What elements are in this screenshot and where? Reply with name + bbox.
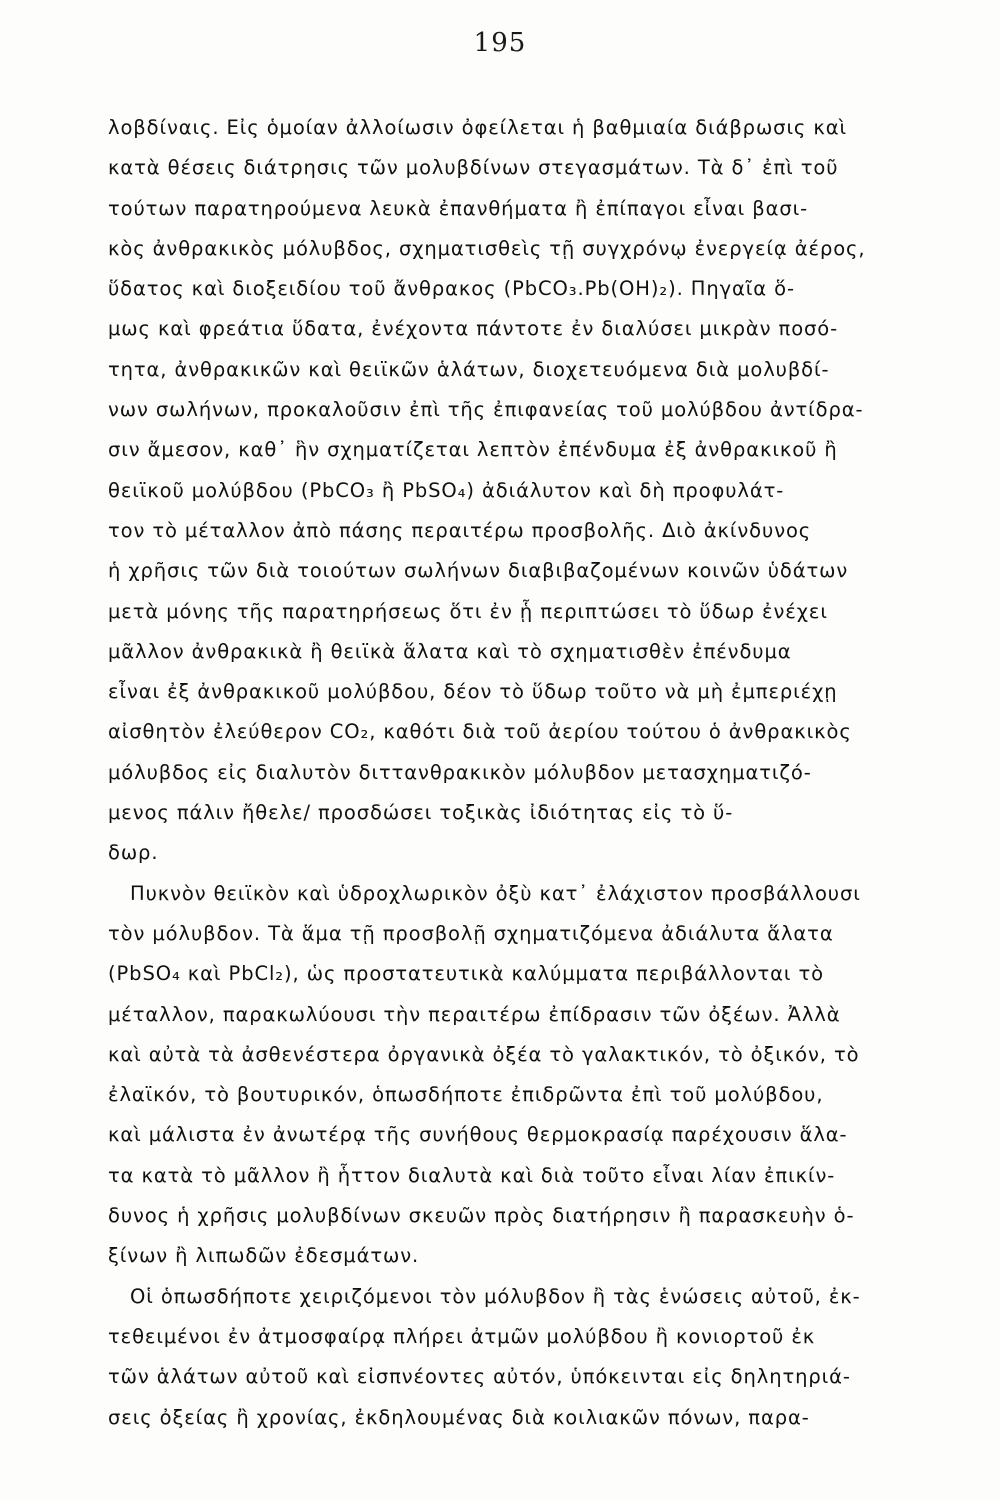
text-line: τεθειμένοι ἐν ἀτμοσφαίρᾳ πλήρει ἀτμῶν μολύβδου ἢ κονιορτοῦ ἐκ (108, 1324, 816, 1348)
text-line: αἰσθητὸν ἐλεύθερον CO₂, καθότι διὰ τοῦ ἀερίου τούτου ὁ ἀνθρακικὸς (108, 720, 852, 744)
page-number: 195 (473, 28, 527, 58)
text-line: καὶ αὐτὰ τὰ ἀσθενέστερα ὀργανικὰ ὀξέα τὸ γαλακτικόν, τὸ ὀξικόν, τὸ (108, 1042, 860, 1066)
text-line: δωρ. (108, 841, 159, 865)
body-text (108, 108, 938, 1438)
text-line: δυνος ἡ χρῆσις μολυβδίνων σκευῶν πρὸς διατήρησιν ἢ παρασκευὴν ὁ- (108, 1204, 855, 1228)
text-line: τητα, ἀνθρακικῶν καὶ θειϊκῶν ἁλάτων, διοχετευόμενα διὰ μολυβδί- (108, 357, 830, 381)
text-line: καὶ μάλιστα ἐν ἀνωτέρᾳ τῆς συνήθους θερμοκρασίᾳ παρέχουσιν ἅλα- (108, 1123, 848, 1147)
text-line: μετὰ μόνης τῆς παρατηρήσεως ὅτι ἐν ᾗ περιπτώσει τὸ ὕδωρ ἐνέχει (108, 599, 828, 623)
text-line: λοβδίναις. Εἰς ὁμοίαν ἀλλοίωσιν ὀφείλεται ἡ βαθμιαία διάβρωσις καὶ (108, 116, 848, 139)
text-line: μόλυβδος εἰς διαλυτὸν διττανθρακικὸν μόλυβδον μετασχηματιζό- (108, 760, 812, 784)
text-line: (PbSO₄ καὶ PbCl₂), ὡς προστατευτικὰ καλύμματα περιβάλλονται τὸ (108, 962, 824, 986)
text-line: κατὰ θέσεις διάτρησις τῶν μολυβδίνων στεγασμάτων. Τὰ δ᾽ ἐπὶ τοῦ (108, 156, 839, 180)
text-line: εἶναι ἐξ ἀνθρακικοῦ μολύβδου, δέον τὸ ὕδωρ τοῦτο νὰ μὴ ἐμπεριέχῃ (108, 680, 838, 704)
paragraph-start-line: Πυκνὸν θειϊκὸν καὶ ὑδροχλωρικὸν ὀξὺ κατ᾽ ἐλάχιστον προσβάλλουσι (130, 881, 861, 905)
text-line: μενος πάλιν ἤθελε/ προσδώσει τοξικὰς ἰδιότητας εἰς τὸ ὕ- (108, 801, 734, 825)
text-line: τὸν μόλυβδον. Τὰ ἅμα τῇ προσβολῇ σχηματιζόμενα ἀδιάλυτα ἅλατα (108, 921, 834, 945)
text-line: μᾶλλον ἀνθρακικὰ ἢ θειϊκὰ ἅλατα καὶ τὸ σχηματισθὲν ἐπένδυμα (108, 639, 792, 663)
text-line: κὸς ἀνθρακικὸς μόλυβδος, σχηματισθεὶς τῇ συγχρόνῳ ἐνεργείᾳ ἀέρος, (108, 236, 866, 260)
paragraph-start-line: Οἱ ὁπωσδήποτε χειριζόμενοι τὸν μόλυβδον ἢ τὰς ἑνώσεις αὐτοῦ, ἐκ- (130, 1284, 861, 1308)
text-line: ἐλαϊκόν, τὸ βουτυρικόν, ὁπωσδήποτε ἐπιδρῶντα ἐπὶ τοῦ μολύβδου, (108, 1083, 824, 1107)
text-line: ἡ χρῆσις τῶν διὰ τοιούτων σωλήνων διαβιβαζομένων κοινῶν ὑδάτων (108, 559, 849, 583)
text-line: τα κατὰ τὸ μᾶλλον ἢ ἧττον διαλυτὰ καὶ διὰ τοῦτο εἶναι λίαν ἐπικίν- (108, 1163, 836, 1187)
text-line: τον τὸ μέταλλον ἀπὸ πάσης περαιτέρω προσβολῆς. Διὸ ἀκίνδυνος (108, 518, 812, 542)
text-line: σεις ὀξείας ἢ χρονίας, ἐκδηλουμένας διὰ κοιλιακῶν πόνων, παρα- (108, 1405, 810, 1429)
text-line: μως καὶ φρεάτια ὕδατα, ἐνέχοντα πάντοτε ἐν διαλύσει μικρὰν ποσό- (108, 317, 839, 341)
text-line: νων σωλήνων, προκαλοῦσιν ἐπὶ τῆς ἐπιφανείας τοῦ μολύβδου ἀντίδρα- (108, 398, 864, 422)
text-line: τῶν ἁλάτων αὐτοῦ καὶ εἰσπνέοντες αὐτόν, ὑπόκεινται εἰς δηλητηριά- (108, 1365, 851, 1389)
text-line: σιν ἄμεσον, καθ᾽ ἣν σχηματίζεται λεπτὸν ἐπένδυμα ἐξ ἀνθρακικοῦ ἢ (108, 438, 838, 462)
text-line: θειϊκοῦ μολύβδου (PbCO₃ ἢ PbSO₄) ἀδιάλυτον καὶ δὴ προφυλάτ- (108, 478, 785, 502)
text-line: μέταλλον, παρακωλύουσι τὴν περαιτέρω ἐπίδρασιν τῶν ὀξέων. Ἀλλὰ (108, 1002, 841, 1026)
text-line: ξίνων ἢ λιπωδῶν ἐδεσμάτων. (108, 1244, 420, 1268)
text-line: ὕδατος καὶ διοξειδίου τοῦ ἄνθρακος (PbCO₃.Pb(OH)₂). Πηγαῖα ὅ- (108, 277, 795, 301)
text-line: τούτων παρατηρούμενα λευκὰ ἐπανθήματα ἢ ἐπίπαγοι εἶναι βασι- (108, 196, 809, 220)
